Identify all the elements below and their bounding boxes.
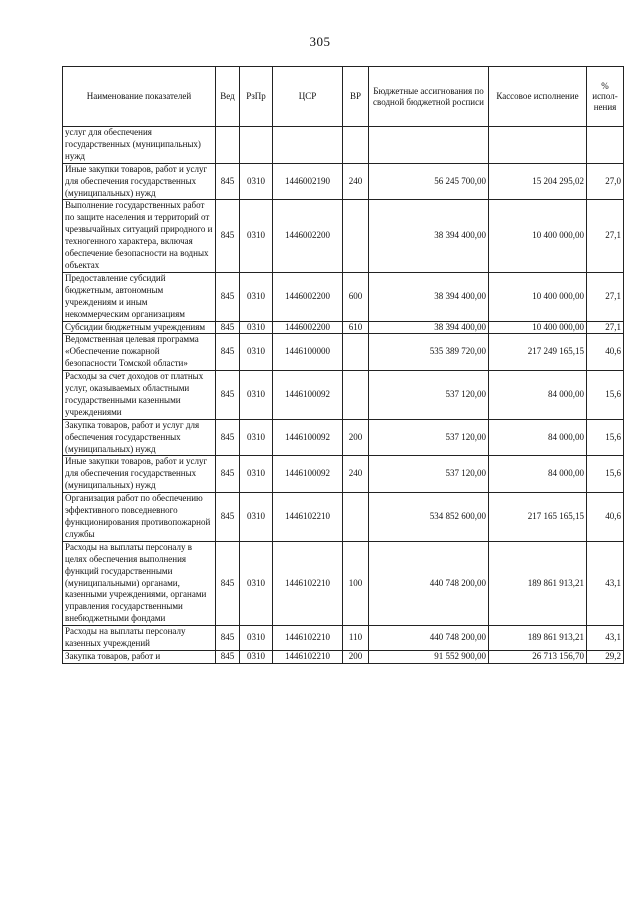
rzpr-cell: 0310 bbox=[240, 541, 273, 625]
csr-cell: 1446100092 bbox=[273, 371, 343, 420]
vr-cell: 600 bbox=[343, 272, 369, 321]
table-row bbox=[63, 456, 624, 493]
vr-cell: 100 bbox=[343, 541, 369, 625]
percent-cell: 40,6 bbox=[587, 493, 624, 542]
ved-cell: 845 bbox=[216, 163, 240, 200]
name-cell: Расходы на выплаты персоналу казенных учреждений bbox=[63, 626, 216, 651]
percent-cell: 15,6 bbox=[587, 419, 624, 456]
ved-cell: 845 bbox=[216, 541, 240, 625]
vr-cell bbox=[343, 493, 369, 542]
vr-cell: 240 bbox=[343, 456, 369, 493]
percent-cell: 15,6 bbox=[587, 456, 624, 493]
table-header-row bbox=[63, 67, 624, 127]
ved-cell: 845 bbox=[216, 650, 240, 663]
allocations-cell: 38 394 400,00 bbox=[369, 272, 489, 321]
header-rzpr: РзПр bbox=[240, 67, 273, 127]
rzpr-cell: 0310 bbox=[240, 419, 273, 456]
table-row bbox=[63, 127, 624, 164]
csr-cell: 1446002190 bbox=[273, 163, 343, 200]
cash-cell: 217 249 165,15 bbox=[489, 334, 587, 371]
cash-cell: 84 000,00 bbox=[489, 456, 587, 493]
name-cell: услуг для обеспечения государственных (муниципальных) нужд bbox=[63, 127, 216, 164]
vr-cell bbox=[343, 127, 369, 164]
allocations-cell: 535 389 720,00 bbox=[369, 334, 489, 371]
allocations-cell: 440 748 200,00 bbox=[369, 541, 489, 625]
rzpr-cell: 0310 bbox=[240, 650, 273, 663]
allocations-cell: 38 394 400,00 bbox=[369, 321, 489, 334]
ved-cell bbox=[216, 127, 240, 164]
vr-cell bbox=[343, 334, 369, 371]
ved-cell: 845 bbox=[216, 419, 240, 456]
table-row bbox=[63, 650, 624, 663]
csr-cell: 1446102210 bbox=[273, 541, 343, 625]
table-row bbox=[63, 419, 624, 456]
percent-cell: 43,1 bbox=[587, 541, 624, 625]
allocations-cell bbox=[369, 127, 489, 164]
allocations-cell: 537 120,00 bbox=[369, 456, 489, 493]
allocations-cell: 56 245 700,00 bbox=[369, 163, 489, 200]
rzpr-cell: 0310 bbox=[240, 272, 273, 321]
ved-cell: 845 bbox=[216, 334, 240, 371]
name-cell: Закупка товаров, работ и услуг для обеспечения государственных (муниципальных) нужд bbox=[63, 419, 216, 456]
cash-cell: 217 165 165,15 bbox=[489, 493, 587, 542]
name-cell: Иные закупки товаров, работ и услуг для обеспечения государственных (муниципальных) нужд bbox=[63, 163, 216, 200]
csr-cell: 1446002200 bbox=[273, 272, 343, 321]
csr-cell: 1446102210 bbox=[273, 626, 343, 651]
percent-cell: 29,2 bbox=[587, 650, 624, 663]
csr-cell: 1446100092 bbox=[273, 419, 343, 456]
header-allocations: Бюджетные ассигнования по сводной бюджетной росписи bbox=[369, 67, 489, 127]
table-row bbox=[63, 321, 624, 334]
csr-cell: 1446102210 bbox=[273, 493, 343, 542]
vr-cell: 200 bbox=[343, 650, 369, 663]
name-cell: Организация работ по обеспечению эффективного повседневного функционирования противопожарной службы bbox=[63, 493, 216, 542]
name-cell: Закупка товаров, работ и bbox=[63, 650, 216, 663]
vr-cell bbox=[343, 200, 369, 272]
rzpr-cell: 0310 bbox=[240, 200, 273, 272]
table-row bbox=[63, 493, 624, 542]
allocations-cell: 91 552 900,00 bbox=[369, 650, 489, 663]
cash-cell: 10 400 000,00 bbox=[489, 321, 587, 334]
table-row bbox=[63, 334, 624, 371]
name-cell: Предоставление субсидий бюджетным, автономным учреждениям и иным некоммерческим организациям bbox=[63, 272, 216, 321]
cash-cell: 10 400 000,00 bbox=[489, 200, 587, 272]
csr-cell: 1446002200 bbox=[273, 200, 343, 272]
name-cell: Субсидии бюджетным учреждениям bbox=[63, 321, 216, 334]
rzpr-cell: 0310 bbox=[240, 626, 273, 651]
vr-cell: 240 bbox=[343, 163, 369, 200]
name-cell: Ведомственная целевая программа «Обеспечение пожарной безопасности Томской области» bbox=[63, 334, 216, 371]
table-row bbox=[63, 371, 624, 420]
cash-cell: 10 400 000,00 bbox=[489, 272, 587, 321]
cash-cell: 189 861 913,21 bbox=[489, 626, 587, 651]
csr-cell: 1446102210 bbox=[273, 650, 343, 663]
ved-cell: 845 bbox=[216, 626, 240, 651]
ved-cell: 845 bbox=[216, 456, 240, 493]
rzpr-cell: 0310 bbox=[240, 321, 273, 334]
percent-cell bbox=[587, 127, 624, 164]
table-row bbox=[63, 272, 624, 321]
header-percent: % испол-нения bbox=[587, 67, 624, 127]
ved-cell: 845 bbox=[216, 272, 240, 321]
ved-cell: 845 bbox=[216, 200, 240, 272]
allocations-cell: 537 120,00 bbox=[369, 419, 489, 456]
cash-cell: 15 204 295,02 bbox=[489, 163, 587, 200]
percent-cell: 27,1 bbox=[587, 200, 624, 272]
page-number: 305 bbox=[309, 34, 331, 49]
allocations-cell: 440 748 200,00 bbox=[369, 626, 489, 651]
header-csr: ЦСР bbox=[273, 67, 343, 127]
header-vr: ВР bbox=[343, 67, 369, 127]
header-ved: Вед bbox=[216, 67, 240, 127]
cash-cell: 84 000,00 bbox=[489, 419, 587, 456]
csr-cell bbox=[273, 127, 343, 164]
cash-cell bbox=[489, 127, 587, 164]
rzpr-cell: 0310 bbox=[240, 371, 273, 420]
rzpr-cell: 0310 bbox=[240, 334, 273, 371]
csr-cell: 1446100000 bbox=[273, 334, 343, 371]
table-body bbox=[63, 127, 624, 664]
vr-cell: 110 bbox=[343, 626, 369, 651]
vr-cell: 200 bbox=[343, 419, 369, 456]
percent-cell: 40,6 bbox=[587, 334, 624, 371]
cash-cell: 84 000,00 bbox=[489, 371, 587, 420]
ved-cell: 845 bbox=[216, 493, 240, 542]
vr-cell bbox=[343, 371, 369, 420]
vr-cell: 610 bbox=[343, 321, 369, 334]
ved-cell: 845 bbox=[216, 371, 240, 420]
rzpr-cell: 0310 bbox=[240, 493, 273, 542]
percent-cell: 43,1 bbox=[587, 626, 624, 651]
csr-cell: 1446002200 bbox=[273, 321, 343, 334]
rzpr-cell bbox=[240, 127, 273, 164]
table-row bbox=[63, 200, 624, 272]
table-row bbox=[63, 541, 624, 625]
csr-cell: 1446100092 bbox=[273, 456, 343, 493]
cash-cell: 189 861 913,21 bbox=[489, 541, 587, 625]
name-cell: Иные закупки товаров, работ и услуг для обеспечения государственных (муниципальных) нужд bbox=[63, 456, 216, 493]
budget-execution-table bbox=[62, 66, 624, 664]
table-row bbox=[63, 626, 624, 651]
allocations-cell: 537 120,00 bbox=[369, 371, 489, 420]
name-cell: Расходы на выплаты персоналу в целях обеспечения выполнения функций государственными (муниципальными) органами, казенными учреждениями, органами управления государственными внебюджетными фондами bbox=[63, 541, 216, 625]
rzpr-cell: 0310 bbox=[240, 163, 273, 200]
table-row bbox=[63, 163, 624, 200]
name-cell: Выполнение государственных работ по защите населения и территорий от чрезвычайных ситуаций природного и техногенного характера, включая обеспечение безопасности на водных объектах bbox=[63, 200, 216, 272]
percent-cell: 27,1 bbox=[587, 272, 624, 321]
header-name: Наименование показателей bbox=[63, 67, 216, 127]
allocations-cell: 534 852 600,00 bbox=[369, 493, 489, 542]
cash-cell: 26 713 156,70 bbox=[489, 650, 587, 663]
header-cash: Кассовое исполнение bbox=[489, 67, 587, 127]
ved-cell: 845 bbox=[216, 321, 240, 334]
allocations-cell: 38 394 400,00 bbox=[369, 200, 489, 272]
percent-cell: 27,0 bbox=[587, 163, 624, 200]
percent-cell: 15,6 bbox=[587, 371, 624, 420]
percent-cell: 27,1 bbox=[587, 321, 624, 334]
rzpr-cell: 0310 bbox=[240, 456, 273, 493]
name-cell: Расходы за счет доходов от платных услуг, оказываемых областными государственными казенными учреждениями bbox=[63, 371, 216, 420]
